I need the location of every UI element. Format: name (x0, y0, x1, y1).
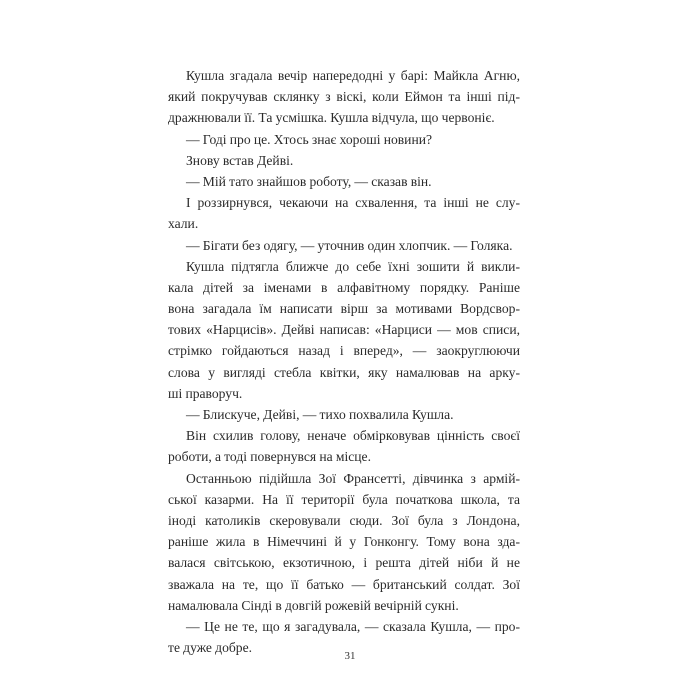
text-line: тових «Нарцисів». Дейві написав: «Нарциси — мов списи, (168, 322, 520, 338)
text-line: раніше жила в Німеччині й у Гонконгу. Тому вона зда- (168, 534, 520, 550)
text-line: зважала на те, що її батько — британський солдат. Зої (168, 576, 520, 592)
page-number: 31 (344, 650, 356, 662)
text-line: роботи, а тоді повернувся на місце. (168, 449, 371, 465)
text-line: Кушла підтягла ближче до себе їхні зошити й викли- (186, 258, 520, 274)
text-line: Останньою підійшла Зої Франсетті, дівчинка з армій- (186, 470, 520, 486)
body-text (168, 65, 520, 658)
text-line: ської казарми. На її території була початкова школа, та (168, 491, 520, 507)
text-line: валася світською, екзотичною, і решта дітей ніби й не (168, 555, 520, 571)
text-line: Знову встав Дейві. (186, 152, 294, 168)
text-line: Кушла згадала вечір напередодні у барі: Майкла Агню, (186, 68, 520, 83)
text-line: хали. (168, 216, 199, 232)
text-line: ші праворуч. (168, 385, 243, 401)
text-line: — Блискуче, Дейві, — тихо похвалила Кушла. (186, 407, 454, 422)
text-line: — Це не те, що я загадувала, — сказала Кушла, — про- (186, 618, 520, 634)
text-line: стрімко гойдаються назад і вперед», — заокруглюючи (168, 343, 520, 359)
text-line: Він схилив голову, неначе обмірковував цінність своєї (186, 428, 520, 444)
text-line: іноді католиків скеровували сюди. Зої була з Лондона, (168, 512, 520, 528)
text-line: дражнювали її. Та усмішка. Кушла відчула, що червоніє. (168, 110, 495, 126)
text-line: — Мій тато знайшов роботу, — сказав він. (186, 173, 432, 189)
text-line: намалювала Сінді в довгій рожевій вечірній сукні. (168, 597, 459, 613)
text-line: — Бігати без одягу, — уточнив один хлопчик. — Голяка. (186, 237, 513, 253)
text-line: те дуже добре. (168, 640, 253, 656)
text-line: І роззирнувся, чекаючи на схвалення, та інші не слу- (186, 195, 520, 211)
text-line: кала дітей за іменами в алфавітному порядку. Раніше (168, 279, 520, 295)
text-line: який покручував склянку з віскі, коли Еймон та інші під- (168, 89, 520, 105)
text-line: слова у вигляді стебла квітки, яку намалював на арку- (168, 364, 520, 380)
text-line: вона загадала їм написати вірш за мотивами Вордсвор- (168, 301, 520, 317)
text-line: — Годі про це. Хтось знає хороші новини? (186, 131, 433, 147)
